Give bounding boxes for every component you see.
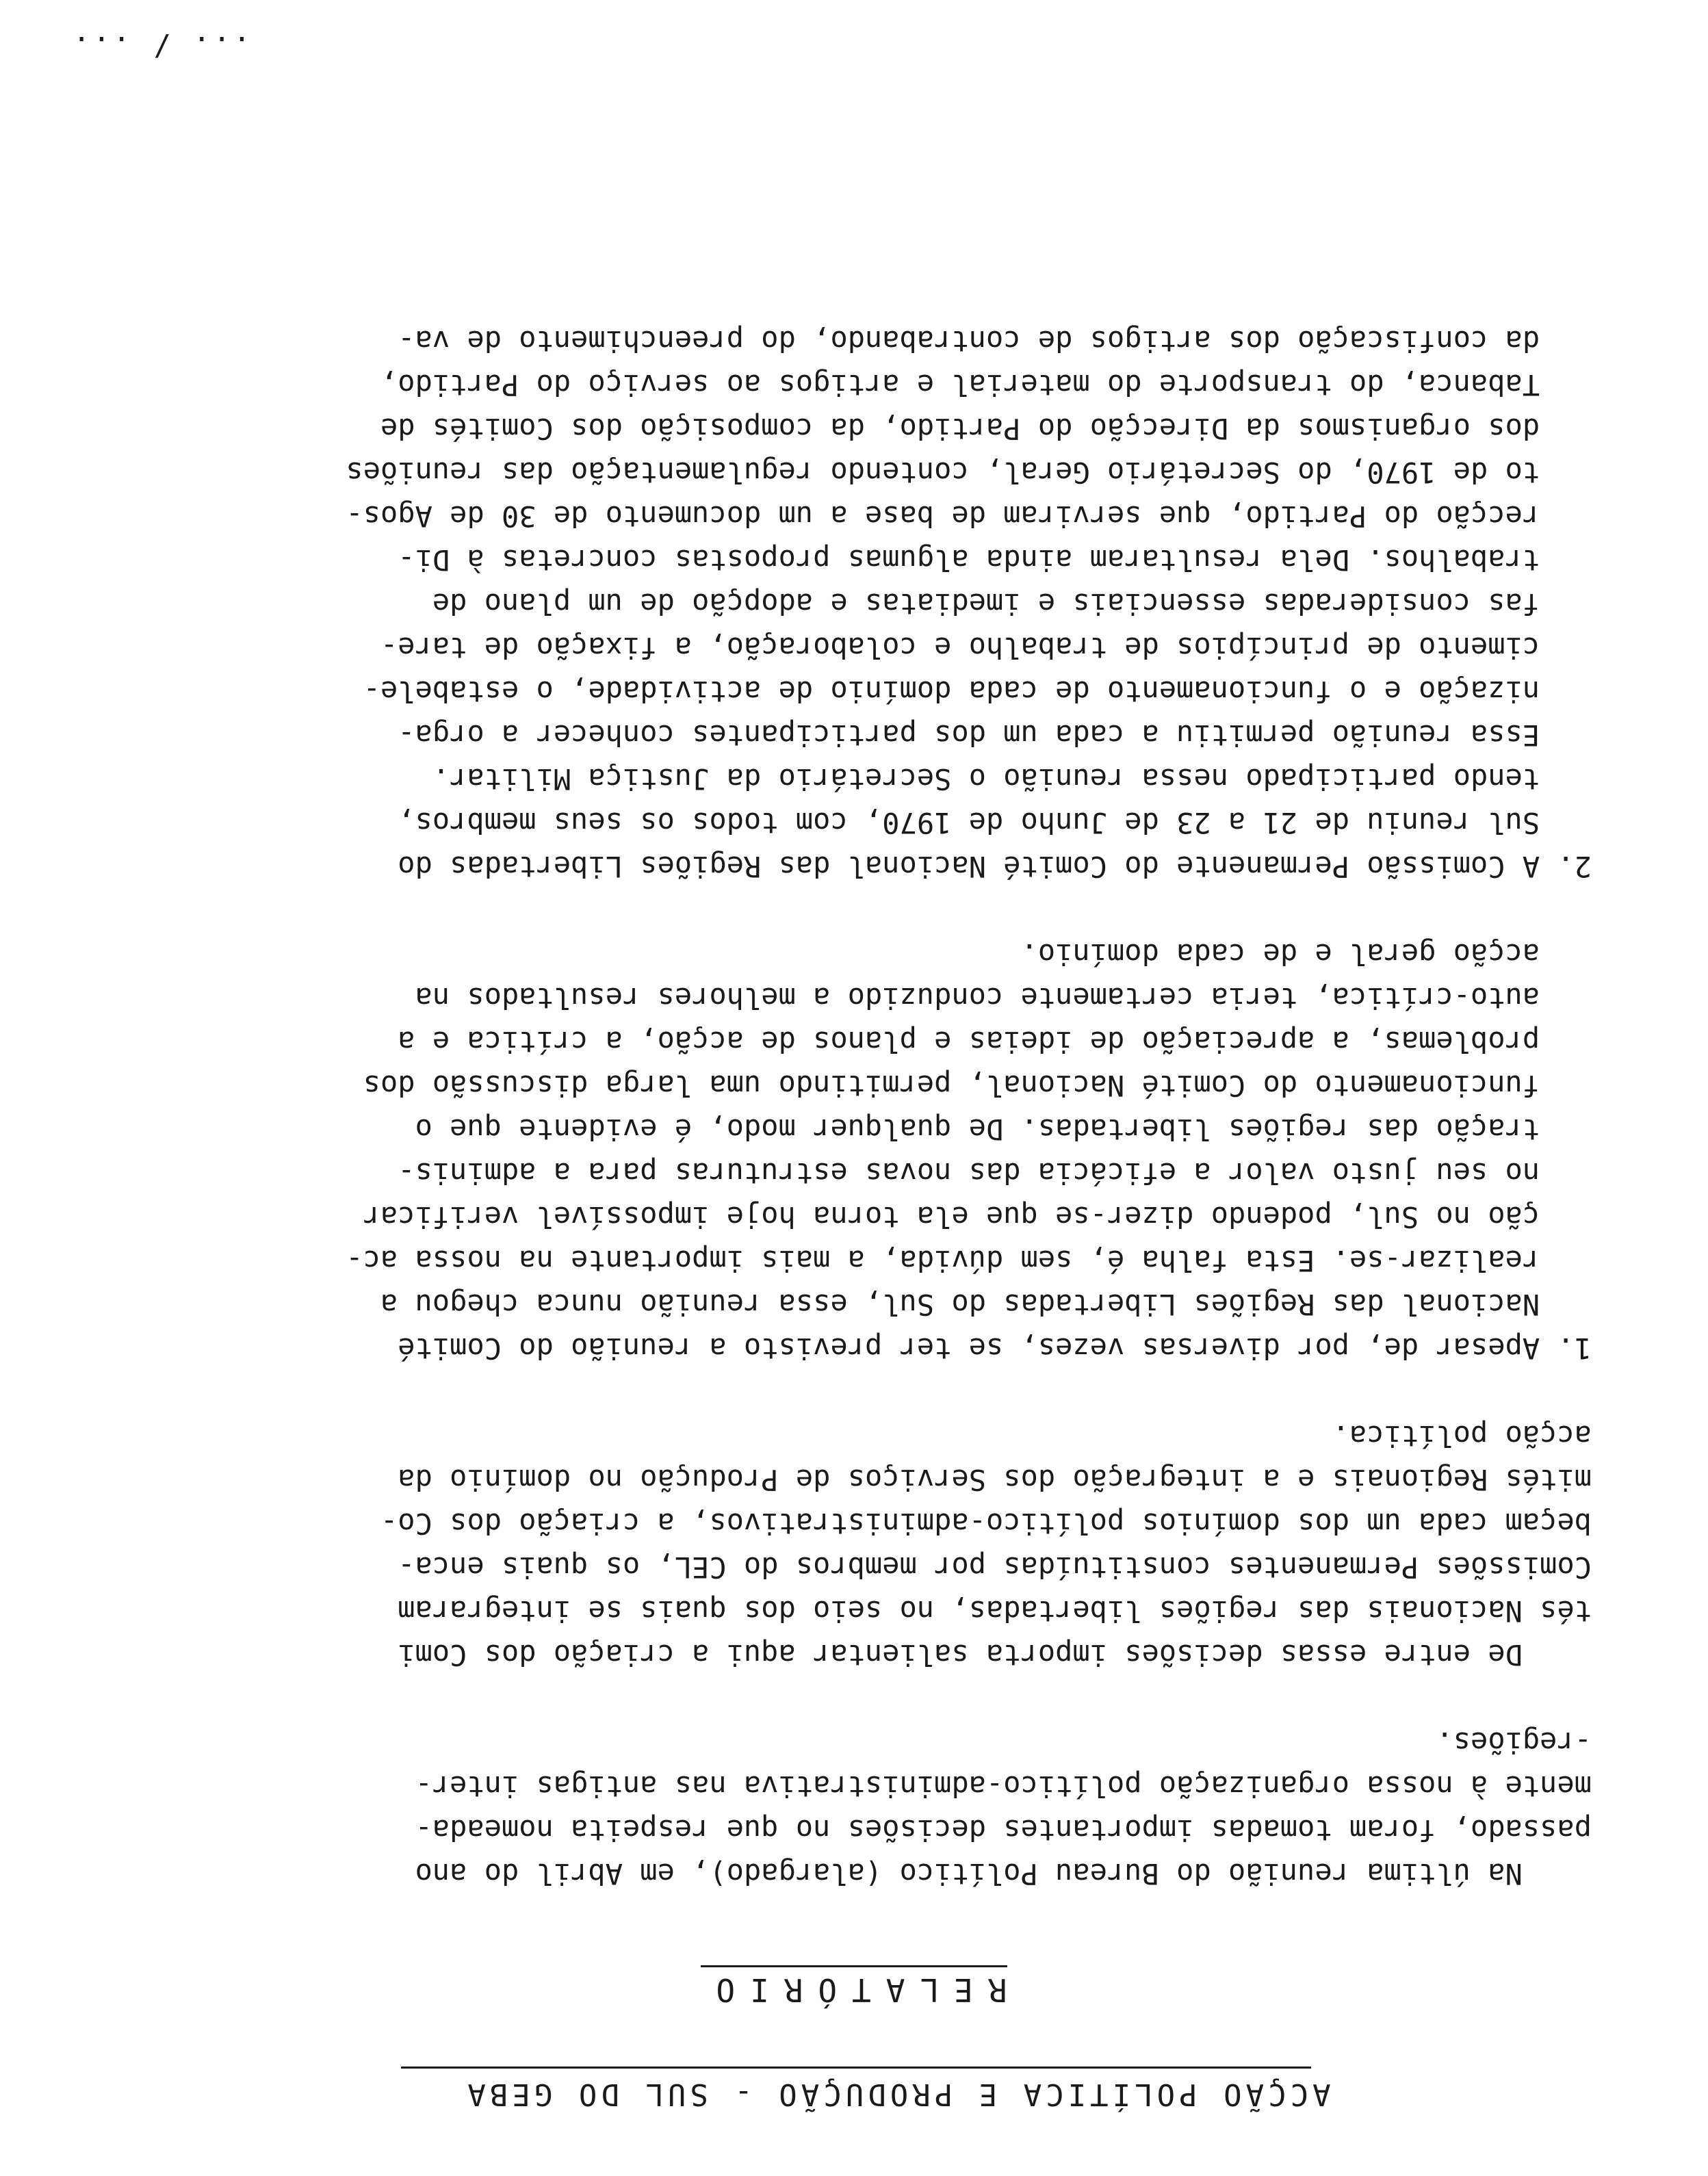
- text-line: acção política.: [1332, 1419, 1592, 1453]
- text-line: nização e o funcionamento de cada domínio de actividade, o estabele-: [363, 675, 1592, 708]
- text-line: recção do Partido, que serviram de base a um documento de 30 de Agos-: [346, 500, 1592, 533]
- text-line: da confiscação dos artigos de contrabando, do preenchimento de va-: [398, 324, 1592, 358]
- title-text: RELATÓRIO: [701, 1965, 1007, 2008]
- text-line: Sul reuniu de 21 a 23 de Junho de 1970, com todos os seus membros,: [398, 806, 1592, 840]
- text-line: beçam cada um dos domínios político-administrativos, a criação dos Co-: [380, 1507, 1592, 1540]
- text-line: tendo participado nessa reunião o Secretário da Justiça Militar.: [432, 762, 1592, 796]
- document-body: [114, 319, 1592, 1895]
- text-line: ção no Sul, podendo dizer-se que ela torna hoje impossível verificar: [363, 1200, 1592, 1234]
- text-line: auto-crítica, teria certamente conduzido a melhores resultados na: [415, 981, 1592, 1015]
- text-line: mente à nossa organização político-administrativa nas antigas inter-: [415, 1770, 1592, 1803]
- text-line: mités Regionais e a integração dos Serviços de Produção no domínio da: [398, 1463, 1592, 1497]
- text-line: no seu justo valor a eficácia das novas estruturas para a adminis-: [398, 1156, 1592, 1190]
- text-line: Tabanca, do transporte do material e artigos ao serviço do Partido,: [380, 368, 1592, 402]
- text-line: realizar-se. Esta falha é, sem dúvida, a mais importante na nossa ac-: [346, 1244, 1592, 1278]
- text-line: dos organismos da Direcção do Partido, da composição dos Comités de: [380, 412, 1592, 445]
- text-line: trabalhos. Dela resultaram ainda algumas propostas concretas à Di-: [398, 543, 1592, 577]
- header-underline: [401, 2067, 1311, 2069]
- text-line: Essa reunião permitiu a cada um dos participantes conhecer a orga-: [398, 718, 1592, 752]
- text-line: acção geral e de cada domínio.: [1020, 937, 1592, 971]
- document-header: [401, 2072, 1393, 2116]
- text-line: Comissões Permanentes constituídas por membros do CEL, os quais enca-: [398, 1551, 1592, 1584]
- text-line: De entre essas decisões importa salientar aqui a criação dos Comi: [398, 1638, 1592, 1672]
- header-text: ACÇÃO POLÍTICA E PRODUÇÃO - SUL DO GEBA: [463, 2077, 1331, 2112]
- text-line: funcionamento do Comité Nacional, permitindo uma larga discussão dos: [363, 1069, 1592, 1102]
- text-line: to de 1970, do Secretário Geral, contendo regulamentação das reuniões: [346, 456, 1592, 489]
- text-line: tés Nacionais das regiões libertadas, no seio dos quais se integraram: [398, 1594, 1592, 1628]
- continuation-marker: ... / ...: [70, 30, 250, 64]
- text-line: Nacional das Regiões Libertadas do Sul, essa reunião nunca chegou a: [380, 1288, 1592, 1321]
- text-line: tração das regiões libertadas. De qualquer modo, é evidente que o: [415, 1113, 1592, 1146]
- text-line: passado, foram tomadas importantes decisões no que respeita nomeada-: [415, 1813, 1592, 1847]
- text-line: problemas, a apreciação de ideias e planos de acção, a crítica e a: [398, 1025, 1592, 1059]
- text-line: 1. Apesar de, por diversas vezes, se ter previsto a reunião do Comité: [398, 1332, 1592, 1365]
- text-line: cimento de princípios de trabalho e colaboração, a fixação de tare-: [380, 631, 1592, 664]
- text-line: 2. A Comissão Permanente do Comité Nacional das Regiões Libertadas do: [398, 850, 1592, 883]
- text-line: Na última reunião do Bureau Político (alargado), em Abril do ano: [415, 1857, 1592, 1891]
- text-line: -regiões.: [1436, 1726, 1592, 1759]
- document-title: [0, 1968, 1708, 2012]
- text-line: fas consideradas essenciais e imediatas e adopção de um plano de: [432, 587, 1592, 621]
